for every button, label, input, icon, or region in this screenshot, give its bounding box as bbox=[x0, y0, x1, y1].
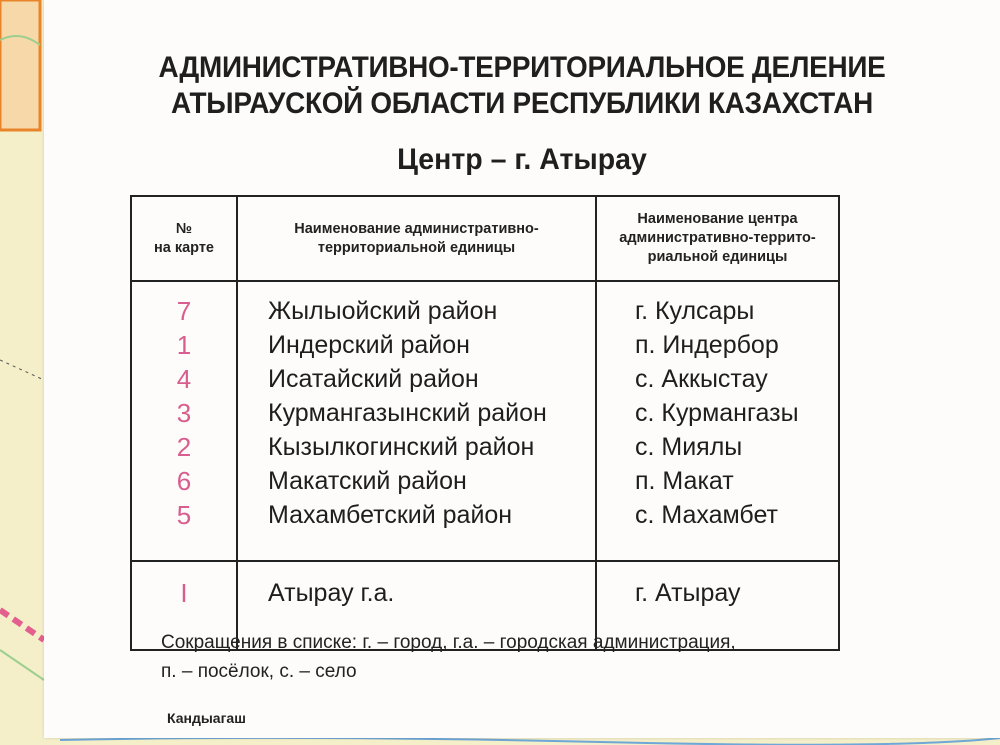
admin-table bbox=[130, 195, 840, 651]
title-line-1: АДМИНИСТРАТИВНО-ТЕРРИТОРИАЛЬНОЕ ДЕЛЕНИЕ bbox=[158, 51, 886, 84]
header-center-line-1: Наименование центра bbox=[637, 211, 798, 227]
map-number: 7 bbox=[176, 296, 192, 326]
number-column bbox=[131, 281, 237, 561]
map-number: 2 bbox=[176, 432, 192, 462]
unit-name-column bbox=[237, 281, 596, 561]
header-unit-line-1: Наименование административно- bbox=[294, 220, 539, 237]
unit-name: Кызылкогинский район bbox=[268, 433, 535, 461]
header-unit-name bbox=[237, 196, 596, 281]
map-number: 5 bbox=[176, 500, 192, 530]
unit-name: Курмангазынский район bbox=[268, 399, 547, 427]
abbreviations-line-2: п. – посёлок, с. – село bbox=[161, 661, 357, 682]
center-name: г. Атырау bbox=[635, 579, 741, 607]
table-body-row bbox=[131, 281, 839, 561]
header-number bbox=[131, 196, 237, 281]
center-name: с. Миялы bbox=[635, 433, 743, 461]
center-name: с. Махамбет bbox=[635, 501, 778, 529]
page-title bbox=[77, 50, 966, 122]
center-name: с. Курмангазы bbox=[635, 399, 799, 427]
abbreviations-line-1: Сокращения в списке: г. – город, г.а. – городская администрация, bbox=[161, 632, 736, 653]
unit-name: Исатайский район bbox=[268, 365, 479, 393]
abbreviations-note bbox=[161, 628, 861, 686]
title-line-2: АТЫРАУСКОЙ ОБЛАСТИ РЕСПУБЛИКИ КАЗАХСТАН bbox=[171, 87, 873, 120]
map-number: 3 bbox=[176, 398, 192, 428]
header-center-name bbox=[596, 196, 839, 281]
unit-name: Макатский район bbox=[268, 467, 467, 495]
unit-name: Жылыойский район bbox=[268, 297, 498, 325]
center-column bbox=[596, 281, 839, 561]
unit-name: Махамбетский район bbox=[268, 501, 513, 529]
table-header-row bbox=[131, 196, 839, 281]
map-place-label: Кандыагаш bbox=[167, 710, 246, 726]
center-name: с. Аккыстау bbox=[635, 365, 768, 393]
unit-name: Индерский район bbox=[268, 331, 470, 359]
header-center-line-3: риальной единицы bbox=[647, 249, 788, 265]
header-unit-line-2: территориальной единицы bbox=[317, 239, 516, 256]
map-number: 6 bbox=[176, 466, 192, 496]
map-number: I bbox=[180, 578, 188, 608]
center-name: г. Кулсары bbox=[635, 297, 755, 325]
header-number-line-1: № bbox=[175, 220, 193, 237]
center-name: п. Индербор bbox=[635, 331, 779, 359]
map-number: 1 bbox=[176, 330, 192, 360]
unit-name: Атырау г.а. bbox=[268, 579, 395, 607]
subtitle-center: Центр – г. Атырау bbox=[397, 143, 647, 176]
header-number-line-2: на карте bbox=[153, 239, 214, 256]
map-number: 4 bbox=[176, 364, 192, 394]
center-name: п. Макат bbox=[635, 467, 734, 495]
header-center-line-2: административно-террито- bbox=[619, 230, 816, 246]
